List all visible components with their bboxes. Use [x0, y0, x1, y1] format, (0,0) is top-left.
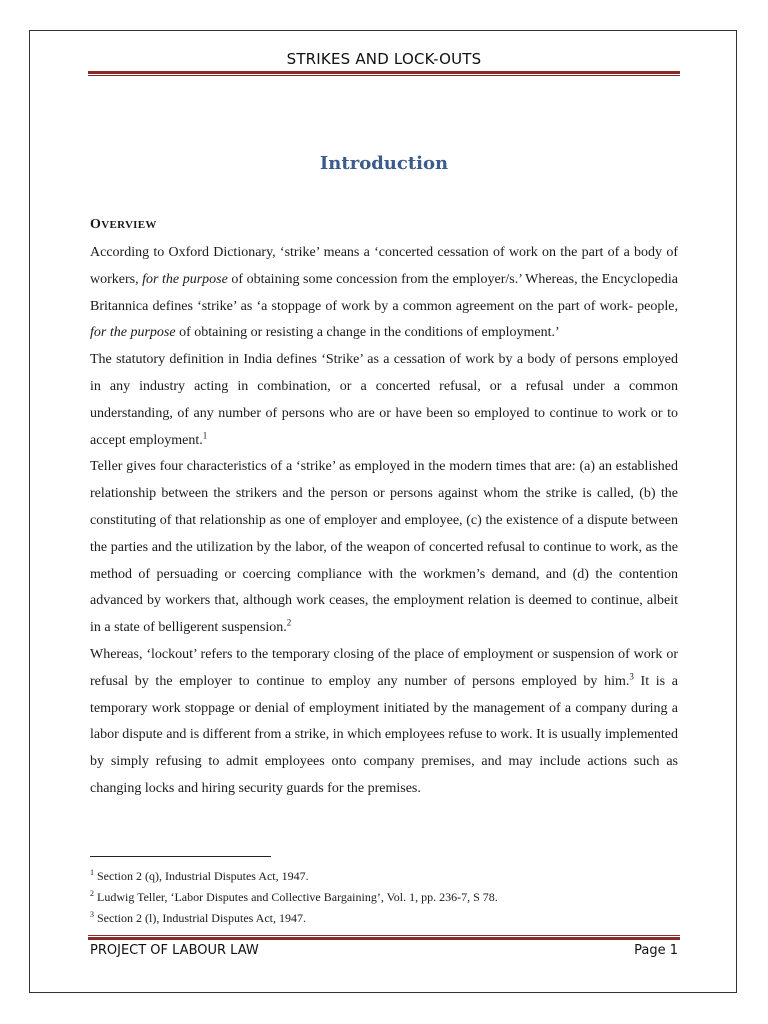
- paragraph-1: According to Oxford Dictionary, ‘strike’ means a ‘concerted cessation of work on the part of a body of workers, for the purpose of obtaining some concession from the employer/s.’ Whereas, the Encyclopedia Britannica defines ‘strike’ as ‘a stoppage of work by a common agreement on the part of work- people, for the purpose of obtaining or resisting a change in the conditions of employment.’: [90, 245, 678, 341]
- section-heading: Introduction: [319, 153, 449, 174]
- footnotes: [90, 866, 678, 929]
- footnote-ref-2[interactable]: 2: [286, 617, 292, 628]
- body-text: [90, 240, 678, 803]
- footer-rule: [88, 935, 680, 940]
- footnote-3: $^3$ Section 2 (l), Industrial Disputes Act, 1947.: [90, 910, 306, 925]
- footnote-ref-1[interactable]: 1: [202, 429, 208, 440]
- footnote-2: $^2$ Ludwig Teller, ‘Labor Disputes and Collective Bargaining’, Vol. 1, pp. 236-7, S 78.: [90, 889, 498, 904]
- paragraph-4: Whereas, ‘lockout’ refers to the temporary closing of the place of employment or suspension of work or refusal by the employer to continue to employ any number of persons employed by him.$^3$ It is a temporary work stoppage or denial of employment initiated by the management of a company during a labor dispute and is different from a strike, in which employees refuse to work. It is usually implemented by simply refusing to admit employees onto company premises, and may include actions such as changing locks and hiring security guards for the premises.: [90, 646, 678, 796]
- footer-project-label: PROJECT OF LABOUR LAW: [90, 943, 259, 958]
- footnote-ref-3[interactable]: 3: [629, 671, 634, 682]
- page-number: Page 1: [634, 943, 678, 958]
- footnote-1: $^1$ Section 2 (q), Industrial Disputes Act, 1947.: [90, 868, 309, 883]
- subheading-overview: OVERVIEW: [90, 217, 157, 232]
- paragraph-2: The statutory definition in India defines ‘Strike’ as a cessation of work by a body of persons employed in any industry acting in combination, or a concerted refusal, or a refusal under a common understanding, of any number of persons who are or have been so employed to continue to work or to accept employment.$^1$: [90, 352, 678, 448]
- header-rule: [88, 71, 680, 76]
- paragraph-3: Teller gives four characteristics of a ‘strike’ as employed in the modern times that are: (a) an established relationship between the strikers and the person or persons against whom the strike is called, (b) the constituting of that relationship as one of employer and employee, (c) the existence of a dispute between the parties and the utilization by the labor, of the weapon of concerted refusal to continue to work, as the method of persuading or coercing compliance with the workmen’s demand, and (d) the contention advanced by workers that, although work ceases, the employment relation is deemed to continue, albeit in a state of belligerent suspension.$^2$: [90, 459, 678, 636]
- footnote-separator: [90, 856, 271, 857]
- running-header: STRIKES AND LOCK-OUTS: [286, 50, 482, 68]
- running-footer: [90, 943, 678, 958]
